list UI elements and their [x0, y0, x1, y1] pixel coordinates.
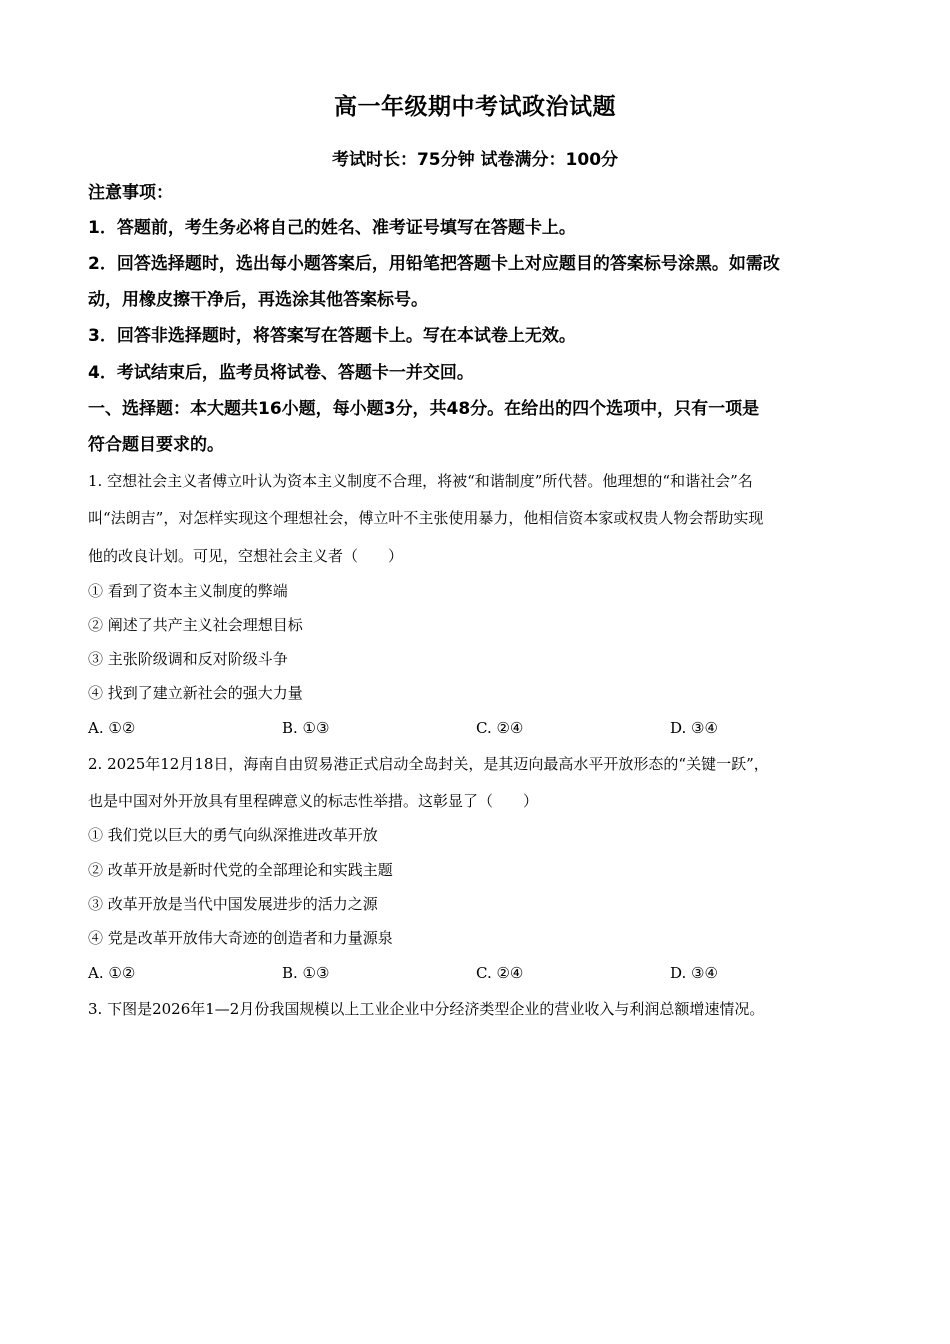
- section-heading-line-1: 一、选择题：本大题共16小题，每小题3分，共48分。在给出的四个选项中，只有一项是: [88, 399, 760, 419]
- exam-duration-and-score: 考试时长：75分钟 试卷满分：100分: [331, 150, 619, 170]
- question-1-option-a: A. ①②: [88, 719, 136, 737]
- note-3: 3．回答非选择题时，将答案写在答题卡上。写在本试卷上无效。: [88, 326, 576, 346]
- section-heading-line-2: 符合题目要求的。: [88, 435, 224, 455]
- question-1-option-d: D. ③④: [670, 719, 718, 737]
- note-2-line-1: 2．回答选择题时，选出每小题答案后，用铅笔把答题卡上对应题目的答案标号涂黑。如需改: [88, 254, 780, 274]
- notes-heading: 注意事项：: [88, 183, 173, 203]
- question-2-option-a: A. ①②: [88, 964, 136, 982]
- question-1-statement-3: ③ 主张阶级调和反对阶级斗争: [88, 650, 288, 668]
- question-1-option-b: B. ①③: [282, 719, 330, 737]
- page-title: 高一年级期中考试政治试题: [334, 94, 616, 120]
- question-1-statement-1: ① 看到了资本主义制度的弊端: [88, 582, 288, 600]
- question-3-stem-line-1: 3. 下图是2026年1—2月份我国规模以上工业企业中分经济类型企业的营业收入与利润总额增速情况。: [88, 1000, 765, 1018]
- note-2-line-2: 动，用橡皮擦干净后，再选涂其他答案标号。: [88, 290, 428, 310]
- question-1-statement-4: ④ 找到了建立新社会的强大力量: [88, 684, 303, 702]
- question-2-stem-line-1: 2. 2025年12月18日，海南自由贸易港正式启动全岛封关，是其迈向最高水平开放形态的“关键一跃”，: [88, 755, 769, 773]
- question-1-stem-line-3: 他的改良计划。可见，空想社会主义者（ ）: [88, 547, 404, 565]
- question-2-stem-line-2: 也是中国对外开放具有里程碑意义的标志性举措。这彰显了（ ）: [88, 792, 539, 810]
- question-2-statement-1: ① 我们党以巨大的勇气向纵深推进改革开放: [88, 826, 378, 844]
- question-2-statement-3: ③ 改革开放是当代中国发展进步的活力之源: [88, 895, 378, 913]
- question-1-statement-2: ② 阐述了共产主义社会理想目标: [88, 616, 303, 634]
- question-2-option-c: C. ②④: [476, 964, 524, 982]
- question-1-options: [88, 719, 868, 747]
- question-1-stem-line-2: 叫“法朗吉”，对怎样实现这个理想社会，傅立叶不主张使用暴力，他相信资本家或权贵人物会帮助实现: [88, 509, 764, 527]
- question-2-statement-4: ④ 党是改革开放伟大奇迹的创造者和力量源泉: [88, 929, 393, 947]
- question-2-option-d: D. ③④: [670, 964, 718, 982]
- question-2-option-b: B. ①③: [282, 964, 330, 982]
- note-4: 4．考试结束后，监考员将试卷、答题卡一并交回。: [88, 363, 474, 383]
- question-2-options: [88, 964, 868, 992]
- question-1-stem-line-1: 1. 空想社会主义者傅立叶认为资本主义制度不合理，将被“和谐制度”所代替。他理想的“和谐社会”名: [88, 472, 753, 490]
- question-1-option-c: C. ②④: [476, 719, 524, 737]
- note-1: 1．答题前，考生务必将自己的姓名、准考证号填写在答题卡上。: [88, 218, 576, 238]
- question-2-statement-2: ② 改革开放是新时代党的全部理论和实践主题: [88, 861, 393, 879]
